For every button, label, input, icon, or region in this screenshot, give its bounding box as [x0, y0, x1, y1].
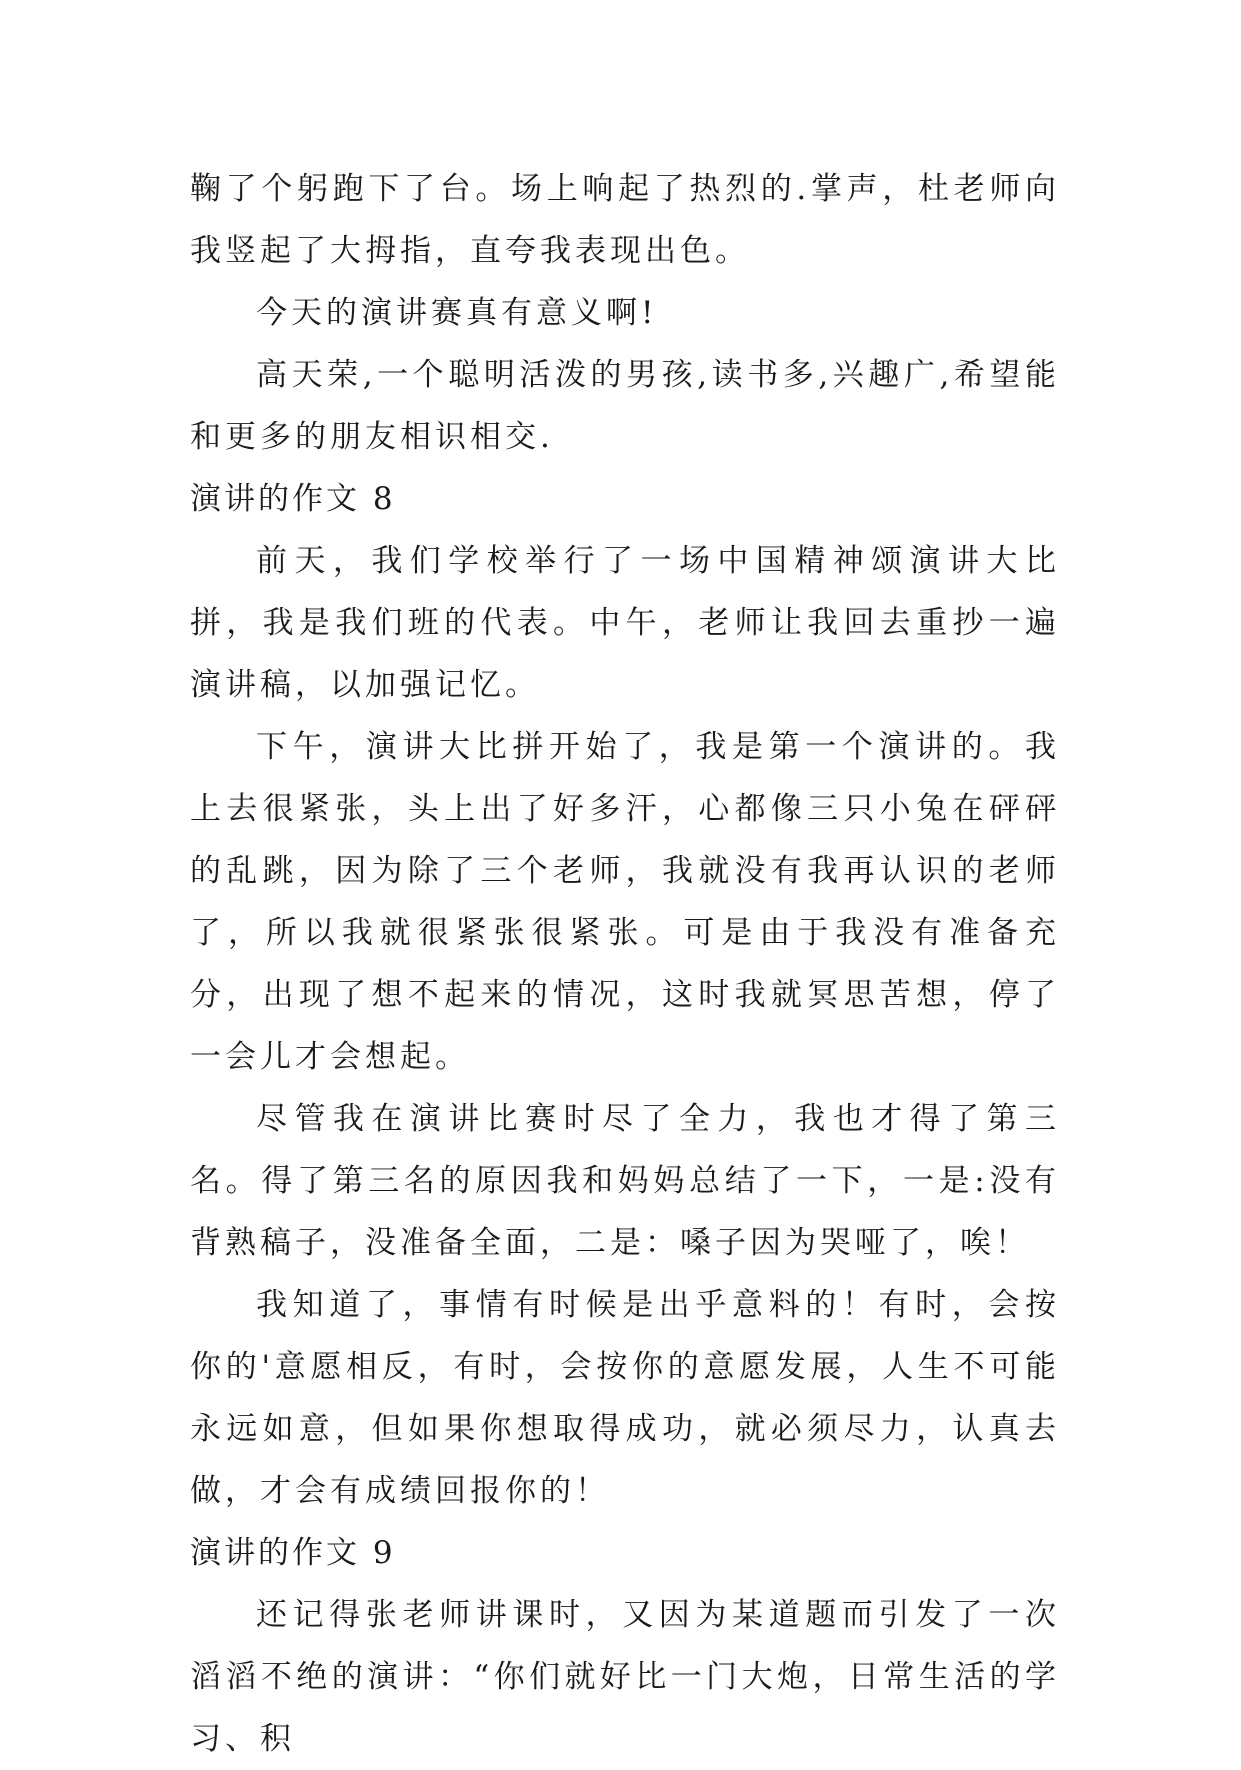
paragraph: 还记得张老师讲课时，又因为某道题而引发了一次滔滔不绝的演讲：“你们就好比一门大炮，日常生活的学习、积	[190, 1597, 1060, 1757]
paragraph: 尽管我在演讲比赛时尽了全力，我也才得了第三名。得了第三名的原因我和妈妈总结了一下，一是:没有背熟稿子，没准备全面，二是：嗓子因为哭哑了，唉！	[190, 1101, 1060, 1261]
section-heading-9: 演讲的作文 9	[190, 1535, 396, 1571]
paragraph: 我知道了，事情有时候是出乎意料的！有时，会按你的'意愿相反，有时，会按你的意愿发展，人生不可能永远如意，但如果你想取得成功，就必须尽力，认真去做，才会有成绩回报你的！	[190, 1287, 1060, 1509]
paragraph-continuation: 鞠了个躬跑下了台。场上响起了热烈的.掌声，杜老师向我竖起了大拇指，直夸我表现出色。	[190, 171, 1060, 269]
paragraph: 今天的演讲赛真有意义啊!	[256, 295, 658, 331]
paragraph: 高天荣,一个聪明活泼的男孩,读书多,兴趣广,希望能和更多的朋友相识相交.	[190, 357, 1060, 455]
document-body	[190, 158, 1060, 1770]
section-heading-8: 演讲的作文 8	[190, 481, 396, 517]
paragraph: 下午，演讲大比拼开始了，我是第一个演讲的。我上去很紧张，头上出了好多汗，心都像三只小兔在砰砰的乱跳，因为除了三个老师，我就没有我再认识的老师了，所以我就很紧张很紧张。可是由于我没有准备充分，出现了想不起来的情况，这时我就冥思苦想，停了一会儿才会想起。	[190, 729, 1060, 1075]
paragraph: 前天，我们学校举行了一场中国精神颂演讲大比拼，我是我们班的代表。中午，老师让我回去重抄一遍演讲稿，以加强记忆。	[190, 543, 1060, 703]
